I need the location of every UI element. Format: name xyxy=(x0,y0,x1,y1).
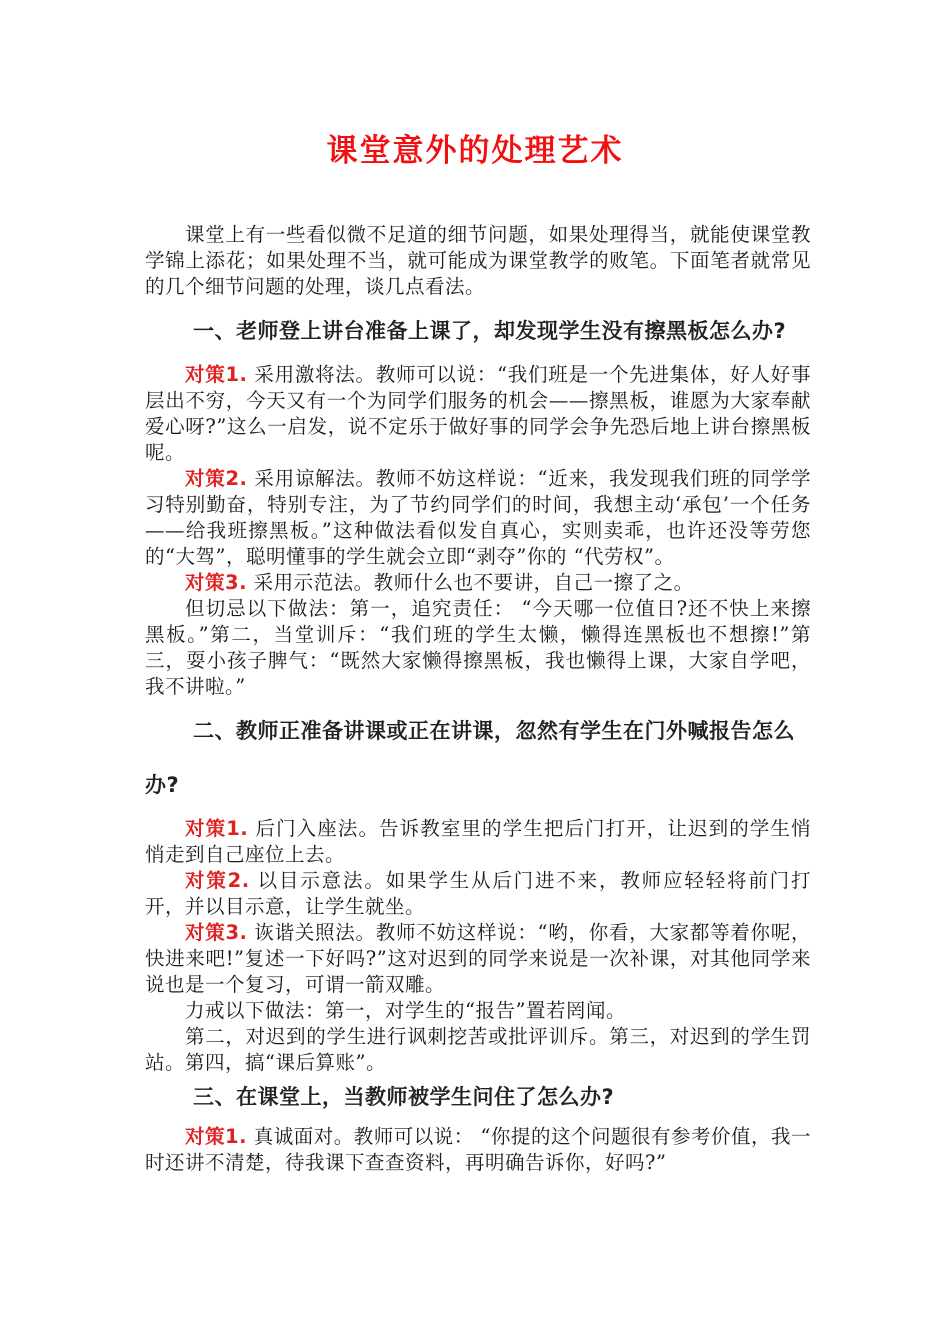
strategy-label: 对策2. xyxy=(185,467,248,490)
note-paragraph: 力戒以下做法：第一，对学生的“报告”置若罔闻。 xyxy=(185,999,626,1022)
section-heading: 三、在课堂上，当教师被学生问住了怎么办? xyxy=(193,1085,615,1109)
strategy-text: 真诚面对。教师可以说： “你提的这个问题很有参考价值，我一时还讲不清楚，待我课下查查资料，再明确告诉你，好吗?” xyxy=(145,1125,811,1174)
strategy-paragraph xyxy=(145,816,811,868)
note-paragraph: 但切忌以下做法：第一，追究责任： “今天哪一位值日?还不快上来擦黑板。”第二，当堂训斥：“我们班的学生太懒，懒得连黑板也不想擦!”第三，耍小孩子脾气：“既然大家懒得擦黑板，我也懒得上课，大家自学吧，我不讲啦。” xyxy=(145,597,811,698)
section-heading: 二、教师正准备讲课或正在讲课，忽然有学生在门外喊报告怎么办? xyxy=(145,719,795,797)
strategy-text: 采用激将法。教师可以说：“我们班是一个先进集体，好人好事层出不穷，今天又有一个为同学们服务的机会——擦黑板，谁愿为大家奉献爱心呀?”这么一启发，说不定乐于做好事的同学会争先恐后地上讲台擦黑板呢。 xyxy=(145,363,811,464)
strategy-label: 对策1. xyxy=(185,817,249,840)
strategy-label: 对策1. xyxy=(185,363,248,386)
strategy-paragraph xyxy=(145,920,811,998)
section-heading: 一、老师登上讲台准备上课了，却发现学生没有擦黑板怎么办? xyxy=(193,319,787,343)
strategy-paragraph xyxy=(145,570,811,596)
strategy-paragraph xyxy=(145,868,811,920)
intro-paragraph: 课堂上有一些看似微不足道的细节问题，如果处理得当，就能使课堂教学锦上添花；如果处理不当，就可能成为课堂教学的败笔。下面笔者就常见的几个细节问题的处理，谈几点看法。 xyxy=(145,223,811,298)
strategy-text: 诙谐关照法。教师不妨这样说：“哟，你看，大家都等着你呢，快进来吧!”复述一下好吗?”这对迟到的同学来说是一次补课，对其他同学来说也是一个复习，可谓一箭双雕。 xyxy=(145,921,811,996)
strategy-text: 采用示范法。教师什么也不要讲，自己一擦了之。 xyxy=(246,571,694,594)
strategy-label: 对策3. xyxy=(185,571,247,594)
strategy-paragraph xyxy=(145,466,811,570)
strategy-paragraph xyxy=(145,1124,811,1176)
strategy-label: 对策2. xyxy=(185,869,250,892)
document-body xyxy=(145,222,811,1176)
strategy-paragraph xyxy=(145,362,811,466)
document-title: 课堂意外的处理艺术 xyxy=(326,133,624,169)
strategy-text: 以目示意法。如果学生从后门进不来，教师应轻轻将前门打开，并以目示意，让学生就坐。 xyxy=(145,869,812,918)
strategy-text: 采用谅解法。教师不妨这样说：“近来，我发现我们班的同学学习特别勤奋，特别专注，为了节约同学们的时间，我想主动‘承包’一个任务——给我班擦黑板。”这种做法看似发自真心，实则卖乖，也许还没等劳您的“大驾”，聪明懂事的学生就会立即“剥夺”你的 “代劳权”。 xyxy=(145,467,811,568)
note-paragraph: 第二，对迟到的学生进行讽刺挖苦或批评训斥。第三，对迟到的学生罚站。第四，搞“课后算账”。 xyxy=(145,1025,811,1074)
strategy-label: 对策1. xyxy=(185,1125,247,1148)
strategy-text: 后门入座法。告诉教室里的学生把后门打开，让迟到的学生悄悄走到自己座位上去。 xyxy=(145,817,811,866)
strategy-label: 对策3. xyxy=(185,921,248,944)
